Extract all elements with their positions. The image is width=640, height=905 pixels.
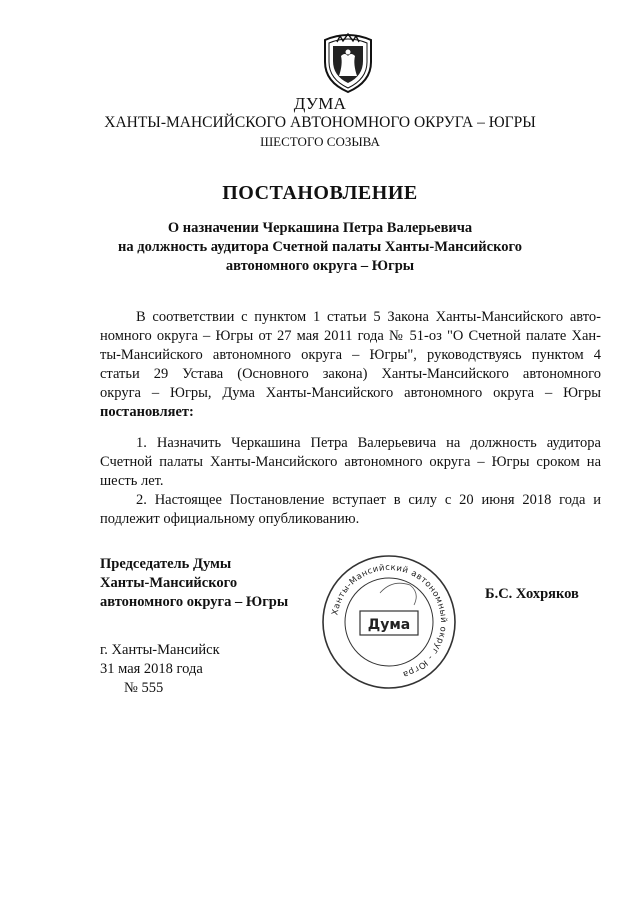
item-1-line: Счетной палаты Ханты-Мансийского автономного округа – Югры сроком на: [100, 454, 601, 470]
subject-line: О назначении Черкашина Петра Валерьевича: [167, 220, 473, 236]
signatory-title: Ханты-Мансийского: [100, 575, 238, 591]
stamp-center-text: Дума: [367, 617, 411, 633]
document-date: 31 мая 2018 года: [100, 661, 203, 677]
signatory-title: Председатель Думы: [100, 556, 232, 572]
duma-heading: ДУМА: [293, 94, 347, 113]
preamble-line: статьи 29 Устава (Основного закона) Ханты-Мансийского автономного: [100, 366, 601, 382]
subject-line: на должность аудитора Счетной палаты Ханты-Мансийского: [118, 239, 522, 255]
item-2-line: 2. Настоящее Постановление вступает в силу с 20 июня 2018 года и: [136, 492, 601, 508]
signatory-title: автономного округа – Югры: [100, 594, 289, 610]
coat-of-arms-icon: [319, 32, 377, 94]
okrug-heading: ХАНТЫ-МАНСИЙСКОГО АВТОНОМНОГО ОКРУГА – ЮГРЫ: [104, 114, 536, 131]
signatory-name: Б.С. Хохряков: [485, 586, 579, 602]
resolves-word: постановляет:: [100, 404, 194, 420]
item-1-line: 1. Назначить Черкашина Петра Валерьевича на должность аудитора: [136, 435, 601, 451]
convocation-heading: ШЕСТОГО СОЗЫВА: [260, 134, 380, 149]
item-1-line: шесть лет.: [100, 473, 164, 489]
document-number: № 555: [124, 680, 164, 696]
preamble-line: В соответствии с пунктом 1 статьи 5 Закона Ханты-Мансийского авто-: [136, 309, 601, 325]
official-stamp: [320, 553, 458, 691]
subject-line: автономного округа – Югры: [225, 258, 415, 274]
preamble-line: ты-Мансийского автономного округа – Югры", руководствуясь пунктом 4: [100, 347, 601, 363]
preamble-line: номного округа – Югры от 27 мая 2011 года № 51-оз "О Счетной палате Хан-: [100, 328, 601, 344]
item-2-line: подлежит официальному опубликованию.: [100, 511, 360, 527]
document-title: ПОСТАНОВЛЕНИЕ: [222, 182, 418, 204]
document-city: г. Ханты-Мансийск: [100, 642, 220, 658]
stamp-ring-text: Ханты-Мансийский автономный округ - Югра: [330, 562, 449, 680]
preamble-line: округа – Югры, Дума Ханты-Мансийского автономного округа – Югры: [100, 385, 601, 401]
